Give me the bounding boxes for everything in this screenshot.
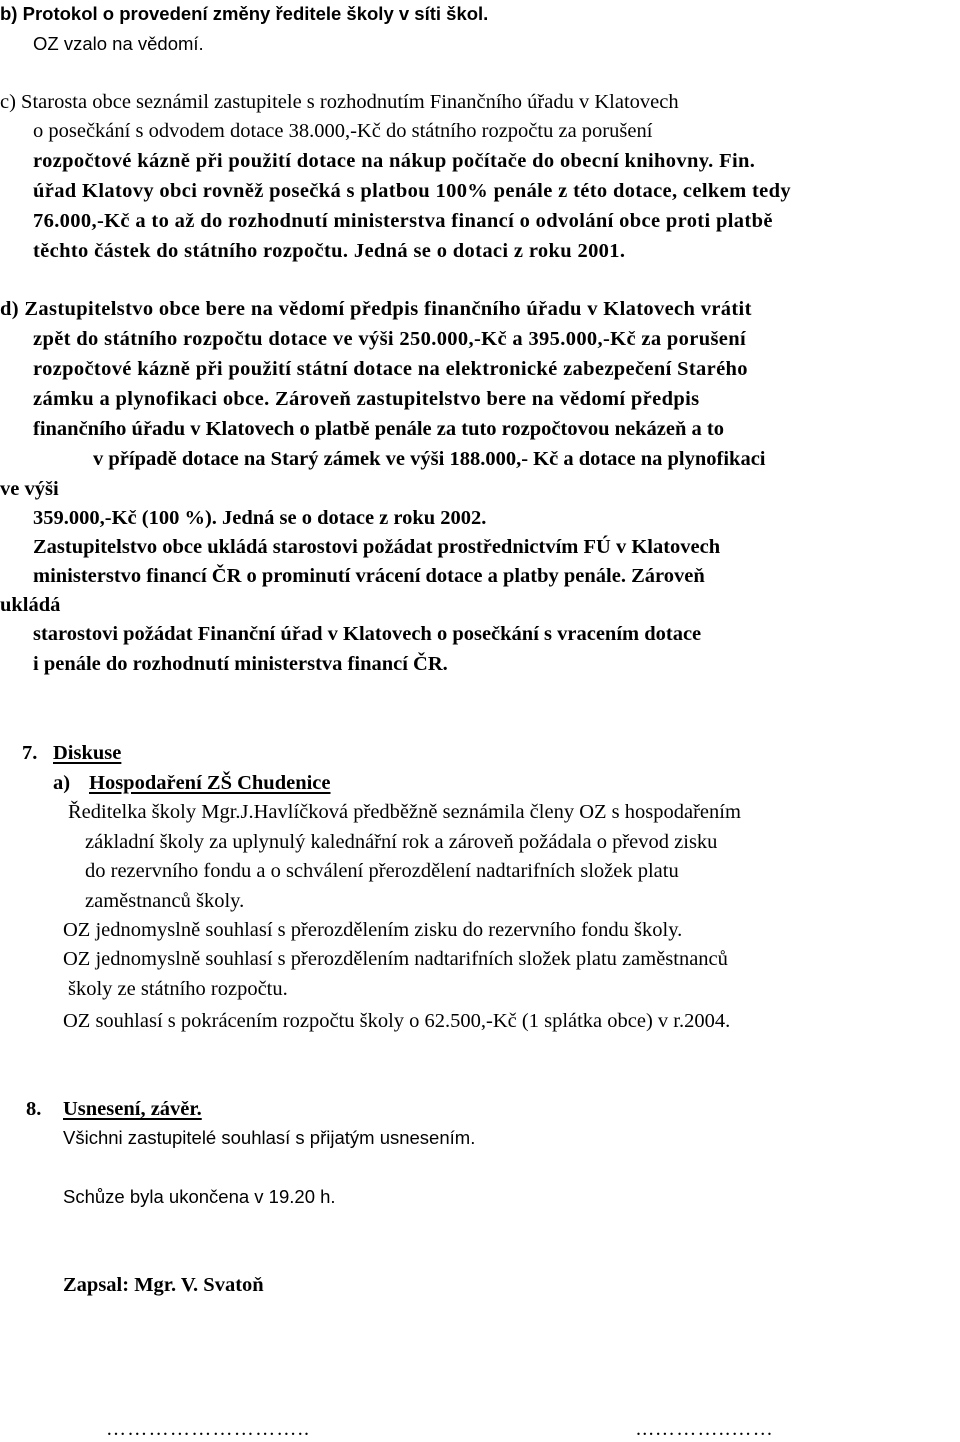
recorder-line: Zapsal: Mgr. V. Svatoň — [63, 1274, 264, 1296]
section-d-line: rozpočtové kázně při použití státní dotace na elektronické zabezpečení Starého — [33, 358, 748, 380]
section-c-line: o posečkání s odvodem dotace 38.000,-Kč do státního rozpočtu za porušení — [33, 120, 653, 142]
resolution-line: OZ jednomyslně souhlasí s přerozdělením nadtarifních složek platu zaměstnanců — [63, 948, 728, 970]
section-7-title: Diskuse — [53, 742, 122, 764]
section-d-line: starostovi požádat Finanční úřad v Klatovech o posečkání s vracením dotace — [33, 623, 702, 645]
signature-line-right: ...………..…… — [636, 1418, 774, 1440]
section-d-line: ve výši — [0, 478, 59, 500]
discussion-line: do rezervního fondu a o schválení přerozdělení nadtarifních složek platu — [85, 860, 679, 882]
section-d-line: ukládá — [0, 594, 61, 616]
section-d-line: zpět do státního rozpočtu dotace ve výši 250.000,-Kč a 395.000,-Kč za porušení — [33, 328, 747, 350]
section-d-line: ministerstvo financí ČR o prominutí vrácení dotace a platby penále. Zároveň — [33, 565, 705, 587]
section-c-line: těchto částek do státního rozpočtu. Jedná se o dotaci z roku 2001. — [33, 240, 626, 262]
section-c-line: c) Starosta obce seznámil zastupitele s rozhodnutím Finančního úřadu v Klatovech — [0, 91, 679, 113]
section-8-title: Usnesení, závěr. — [63, 1098, 202, 1120]
section-8-line: Všichni zastupitelé souhlasí s přijatým usnesením. — [63, 1127, 476, 1148]
section-d-line: d) Zastupitelstvo obce bere na vědomí předpis finančního úřadu v Klatovech vrátit — [0, 298, 752, 320]
section-d-line: i penále do rozhodnutí ministerstva financí ČR. — [33, 653, 448, 675]
section-d-line: Zastupitelstvo obce ukládá starostovi požádat prostřednictvím FÚ v Klatovech — [33, 536, 721, 558]
resolution-line: OZ souhlasí s pokrácením rozpočtu školy o 62.500,-Kč (1 splátka obce) v r.2004. — [63, 1010, 731, 1032]
section-b-note: OZ vzalo na vědomí. — [33, 33, 204, 54]
section-7a-title: Hospodaření ZŠ Chudenice — [89, 772, 331, 794]
section-b-heading: b) Protokol o provedení změny ředitele školy v síti škol. — [0, 3, 489, 24]
discussion-line: Ředitelka školy Mgr.J.Havlíčková předběžně seznámila členy OZ s hospodařením — [68, 801, 741, 823]
section-7-number: 7. — [22, 742, 38, 764]
section-d-line: 359.000,-Kč (100 %). Jedná se o dotace z roku 2002. — [33, 507, 487, 529]
section-d-line: v případě dotace na Starý zámek ve výši 188.000,- Kč a dotace na plynofikaci — [93, 448, 766, 470]
signature-line-left: ……………………….. — [106, 1418, 311, 1440]
section-c-line: 76.000,-Kč a to až do rozhodnutí ministerstva financí o odvolání obce proti platbě — [33, 210, 773, 232]
discussion-line: základní školy za uplynulý kalednářní rok a zároveň požádala o převod zisku — [85, 831, 718, 853]
section-c-line: úřad Klatovy obci rovněž posečká s platbou 100% penále z této dotace, celkem tedy — [33, 180, 791, 202]
meeting-end-line: Schůze byla ukončena v 19.20 h. — [63, 1186, 336, 1207]
section-d-line: finančního úřadu v Klatovech o platbě penále za tuto rozpočtovou nekázeň a to — [33, 418, 724, 440]
section-7a-letter: a) — [53, 772, 71, 794]
section-8-number: 8. — [26, 1098, 42, 1120]
section-c-line: rozpočtové kázně při použití dotace na nákup počítače do obecní knihovny. Fin. — [33, 150, 756, 172]
resolution-line: školy ze státního rozpočtu. — [68, 978, 288, 1000]
discussion-line: zaměstnanců školy. — [85, 890, 245, 912]
resolution-line: OZ jednomyslně souhlasí s přerozdělením zisku do rezervního fondu školy. — [63, 919, 683, 941]
section-d-line: zámku a plynofikaci obce. Zároveň zastupitelstvo bere na vědomí předpis — [33, 388, 700, 410]
